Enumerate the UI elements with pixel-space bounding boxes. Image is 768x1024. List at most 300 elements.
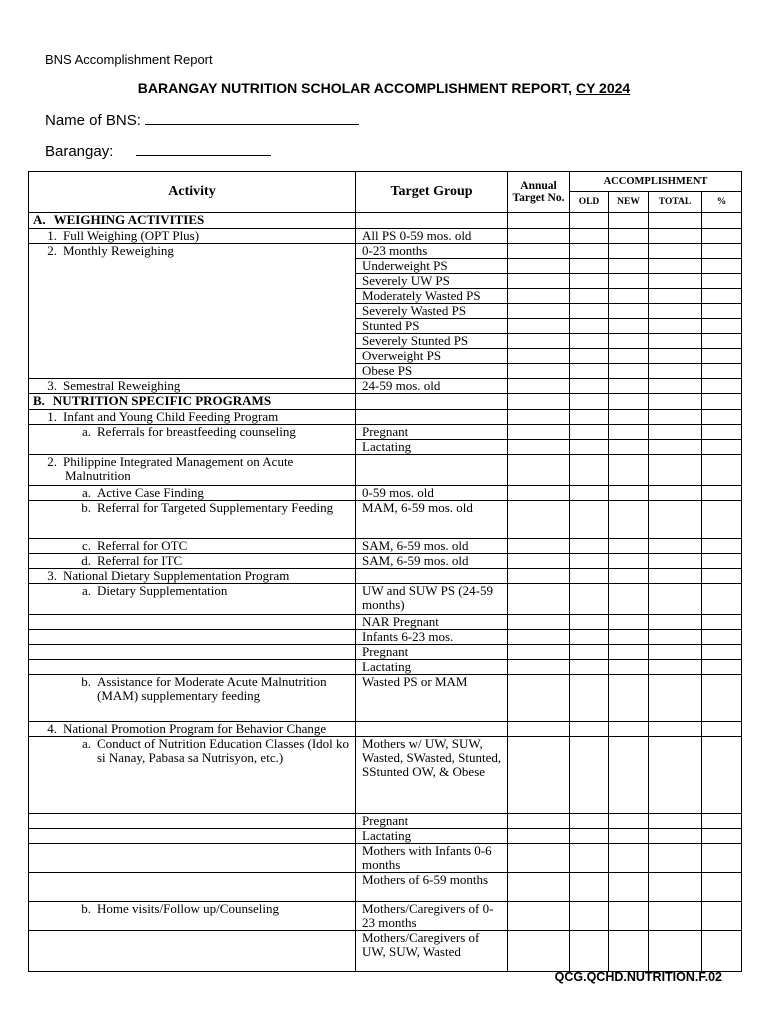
percent-cell[interactable]	[702, 539, 742, 554]
new-cell[interactable]	[609, 569, 649, 584]
activity-number: A.	[33, 212, 46, 227]
activity-number: 1.	[47, 228, 57, 243]
activity-cell	[29, 675, 356, 722]
total-cell[interactable]	[649, 630, 702, 645]
target-group-cell: Stunted PS	[356, 319, 508, 334]
annual-target-cell[interactable]	[508, 615, 570, 630]
total-cell[interactable]	[649, 615, 702, 630]
col-accomplishment: ACCOMPLISHMENT	[570, 172, 742, 192]
total-cell[interactable]	[649, 394, 702, 410]
old-cell[interactable]	[570, 660, 609, 675]
new-cell[interactable]	[609, 425, 649, 440]
old-cell[interactable]	[570, 425, 609, 440]
target-group-cell: Obese PS	[356, 364, 508, 379]
total-cell[interactable]	[649, 539, 702, 554]
table-row	[29, 645, 742, 660]
target-group-cell: Lactating	[356, 440, 508, 455]
new-cell[interactable]	[609, 630, 649, 645]
old-cell[interactable]	[570, 569, 609, 584]
annual-target-cell[interactable]	[508, 539, 570, 554]
activity-label: National Promotion Program for Behavior Change	[63, 721, 327, 736]
table-row	[29, 615, 742, 630]
total-cell[interactable]	[649, 569, 702, 584]
percent-cell[interactable]	[702, 229, 742, 244]
new-cell[interactable]	[609, 304, 649, 319]
percent-cell[interactable]	[702, 440, 742, 455]
target-group-cell: All PS 0-59 mos. old	[356, 229, 508, 244]
table-row	[29, 486, 742, 501]
annual-target-cell[interactable]	[508, 334, 570, 349]
total-cell[interactable]	[649, 304, 702, 319]
activity-label: Infant and Young Child Feeding Program	[63, 409, 279, 424]
activity-label: Assistance for Moderate Acute Malnutrition (MAM) supplementary feeding	[97, 674, 327, 703]
new-cell[interactable]	[609, 615, 649, 630]
total-cell[interactable]	[649, 244, 702, 259]
col-total: TOTAL	[649, 192, 702, 213]
new-cell[interactable]	[609, 902, 649, 931]
percent-cell[interactable]	[702, 349, 742, 364]
activity-number: 2.	[47, 454, 57, 469]
new-cell[interactable]	[609, 213, 649, 229]
total-cell[interactable]	[649, 814, 702, 829]
table-row	[29, 379, 742, 394]
annual-target-cell[interactable]	[508, 675, 570, 722]
total-cell[interactable]	[649, 844, 702, 873]
percent-cell[interactable]	[702, 630, 742, 645]
activity-cell	[29, 213, 356, 229]
target-group-cell	[356, 213, 508, 229]
activity-number: a.	[81, 583, 91, 598]
percent-cell[interactable]	[702, 737, 742, 814]
old-cell[interactable]	[570, 554, 609, 569]
target-group-cell: Lactating	[356, 660, 508, 675]
accomplishment-table	[28, 171, 742, 972]
total-cell[interactable]	[649, 455, 702, 486]
total-cell[interactable]	[649, 645, 702, 660]
target-group-cell: Pregnant	[356, 814, 508, 829]
old-cell[interactable]	[570, 319, 609, 334]
old-cell[interactable]	[570, 501, 609, 539]
activity-cell	[29, 829, 356, 844]
total-cell[interactable]	[649, 584, 702, 615]
new-cell[interactable]	[609, 319, 649, 334]
table-row	[29, 814, 742, 829]
old-cell[interactable]	[570, 615, 609, 630]
total-cell[interactable]	[649, 349, 702, 364]
barangay-blank[interactable]	[136, 141, 271, 156]
target-group-cell: Severely Stunted PS	[356, 334, 508, 349]
target-group-cell: Severely Wasted PS	[356, 304, 508, 319]
new-cell[interactable]	[609, 364, 649, 379]
annual-target-cell[interactable]	[508, 873, 570, 902]
annual-target-cell[interactable]	[508, 829, 570, 844]
new-cell[interactable]	[609, 486, 649, 501]
total-cell[interactable]	[649, 829, 702, 844]
activity-number: 4.	[47, 721, 57, 736]
annual-target-cell[interactable]	[508, 660, 570, 675]
target-group-cell	[356, 394, 508, 410]
new-cell[interactable]	[609, 660, 649, 675]
activity-cell	[29, 425, 356, 455]
table-row	[29, 410, 742, 425]
new-cell[interactable]	[609, 349, 649, 364]
new-cell[interactable]	[609, 554, 649, 569]
target-group-cell	[356, 410, 508, 425]
new-cell[interactable]	[609, 455, 649, 486]
annual-target-cell[interactable]	[508, 931, 570, 972]
annual-target-cell[interactable]	[508, 737, 570, 814]
total-cell[interactable]	[649, 364, 702, 379]
percent-cell[interactable]	[702, 873, 742, 902]
new-cell[interactable]	[609, 229, 649, 244]
activity-cell	[29, 379, 356, 394]
percent-cell[interactable]	[702, 364, 742, 379]
new-cell[interactable]	[609, 722, 649, 737]
col-old: OLD	[570, 192, 609, 213]
activity-number: b.	[81, 674, 91, 689]
percent-cell[interactable]	[702, 814, 742, 829]
new-cell[interactable]	[609, 440, 649, 455]
annual-target-cell[interactable]	[508, 425, 570, 440]
activity-number: 3.	[47, 378, 57, 393]
target-group-cell: Mothers w/ UW, SUW, Wasted, SWasted, Stunted, SStunted OW, & Obese	[356, 737, 508, 814]
total-cell[interactable]	[649, 410, 702, 425]
col-new: NEW	[609, 192, 649, 213]
percent-cell[interactable]	[702, 615, 742, 630]
target-group-cell: NAR Pregnant	[356, 615, 508, 630]
new-cell[interactable]	[609, 584, 649, 615]
old-cell[interactable]	[570, 630, 609, 645]
annual-target-cell[interactable]	[508, 645, 570, 660]
percent-cell[interactable]	[702, 675, 742, 722]
old-cell[interactable]	[570, 455, 609, 486]
activity-label: NUTRITION SPECIFIC PROGRAMS	[52, 393, 272, 408]
annual-target-cell[interactable]	[508, 814, 570, 829]
target-group-cell: Pregnant	[356, 645, 508, 660]
total-cell[interactable]	[649, 229, 702, 244]
activity-label: Referrals for breastfeeding counseling	[97, 424, 296, 439]
activity-number: 1.	[47, 409, 57, 424]
annual-target-cell[interactable]	[508, 379, 570, 394]
percent-cell[interactable]	[702, 319, 742, 334]
percent-cell[interactable]	[702, 486, 742, 501]
activity-cell	[29, 737, 356, 814]
annual-target-cell[interactable]	[508, 455, 570, 486]
activity-cell	[29, 615, 356, 630]
percent-cell[interactable]	[702, 425, 742, 440]
activity-number: d.	[81, 553, 91, 568]
percent-cell[interactable]	[702, 554, 742, 569]
table-row	[29, 737, 742, 814]
percent-cell[interactable]	[702, 244, 742, 259]
table-row	[29, 829, 742, 844]
target-group-cell	[356, 569, 508, 584]
annual-target-cell[interactable]	[508, 229, 570, 244]
old-cell[interactable]	[570, 814, 609, 829]
total-cell[interactable]	[649, 501, 702, 539]
new-cell[interactable]	[609, 645, 649, 660]
target-group-cell: Mothers/Caregivers of 0-23 months	[356, 902, 508, 931]
target-group-cell: Wasted PS or MAM	[356, 675, 508, 722]
activity-number: B.	[33, 393, 45, 408]
old-cell[interactable]	[570, 289, 609, 304]
table-row	[29, 569, 742, 584]
barangay-field	[45, 141, 271, 160]
new-cell[interactable]	[609, 334, 649, 349]
total-cell[interactable]	[649, 873, 702, 902]
activity-number: b.	[81, 901, 91, 916]
activity-cell	[29, 902, 356, 931]
old-cell[interactable]	[570, 902, 609, 931]
table-row	[29, 931, 742, 972]
activity-number: b.	[81, 500, 91, 515]
old-cell[interactable]	[570, 539, 609, 554]
target-group-cell: Severely UW PS	[356, 274, 508, 289]
old-cell[interactable]	[570, 645, 609, 660]
total-cell[interactable]	[649, 440, 702, 455]
annual-target-cell[interactable]	[508, 584, 570, 615]
target-group-cell: Mothers/Caregivers of UW, SUW, Wasted	[356, 931, 508, 972]
table-row	[29, 539, 742, 554]
annual-target-cell[interactable]	[508, 213, 570, 229]
old-cell[interactable]	[570, 259, 609, 274]
activity-label: Philippine Integrated Management on Acute Malnutrition	[63, 454, 294, 483]
annual-target-cell[interactable]	[508, 554, 570, 569]
new-cell[interactable]	[609, 844, 649, 873]
barangay-label: Barangay:	[45, 143, 114, 160]
table-row	[29, 873, 742, 902]
activity-cell	[29, 722, 356, 737]
report-title-year: CY 2024	[575, 80, 631, 96]
percent-cell[interactable]	[702, 931, 742, 972]
percent-cell[interactable]	[702, 304, 742, 319]
new-cell[interactable]	[609, 737, 649, 814]
old-cell[interactable]	[570, 931, 609, 972]
activity-cell	[29, 501, 356, 539]
total-cell[interactable]	[649, 274, 702, 289]
old-cell[interactable]	[570, 379, 609, 394]
annual-target-cell[interactable]	[508, 902, 570, 931]
annual-target-cell[interactable]	[508, 304, 570, 319]
annual-target-cell[interactable]	[508, 501, 570, 539]
total-cell[interactable]	[649, 319, 702, 334]
total-cell[interactable]	[649, 379, 702, 394]
annual-target-cell[interactable]	[508, 486, 570, 501]
table-row	[29, 425, 742, 440]
new-cell[interactable]	[609, 539, 649, 554]
percent-cell[interactable]	[702, 660, 742, 675]
percent-cell[interactable]	[702, 259, 742, 274]
total-cell[interactable]	[649, 486, 702, 501]
total-cell[interactable]	[649, 737, 702, 814]
percent-cell[interactable]	[702, 722, 742, 737]
percent-cell[interactable]	[702, 410, 742, 425]
activity-cell	[29, 410, 356, 425]
old-cell[interactable]	[570, 873, 609, 902]
new-cell[interactable]	[609, 379, 649, 394]
annual-target-cell[interactable]	[508, 630, 570, 645]
activity-label: WEIGHING ACTIVITIES	[53, 212, 205, 227]
activity-label: Dietary Supplementation	[97, 583, 228, 598]
activity-label: Referral for ITC	[97, 553, 183, 568]
target-group-cell: Pregnant	[356, 425, 508, 440]
annual-target-cell[interactable]	[508, 410, 570, 425]
annual-target-cell[interactable]	[508, 274, 570, 289]
activity-cell	[29, 584, 356, 615]
table-row	[29, 501, 742, 539]
bns-name-blank[interactable]	[145, 110, 359, 125]
percent-cell[interactable]	[702, 289, 742, 304]
activity-cell	[29, 229, 356, 244]
annual-target-cell[interactable]	[508, 844, 570, 873]
activity-label: Full Weighing (OPT Plus)	[63, 228, 200, 243]
total-cell[interactable]	[649, 554, 702, 569]
total-cell[interactable]	[649, 675, 702, 722]
old-cell[interactable]	[570, 274, 609, 289]
total-cell[interactable]	[649, 213, 702, 229]
activity-number: a.	[81, 424, 91, 439]
percent-cell[interactable]	[702, 645, 742, 660]
activity-cell	[29, 455, 356, 486]
target-group-cell: Moderately Wasted PS	[356, 289, 508, 304]
new-cell[interactable]	[609, 501, 649, 539]
old-cell[interactable]	[570, 213, 609, 229]
activity-cell	[29, 244, 356, 379]
old-cell[interactable]	[570, 722, 609, 737]
table-row	[29, 455, 742, 486]
total-cell[interactable]	[649, 660, 702, 675]
activity-cell	[29, 873, 356, 902]
old-cell[interactable]	[570, 364, 609, 379]
new-cell[interactable]	[609, 410, 649, 425]
annual-target-cell[interactable]	[508, 569, 570, 584]
activity-cell	[29, 660, 356, 675]
bns-name-label: Name of BNS:	[45, 112, 141, 129]
new-cell[interactable]	[609, 244, 649, 259]
activity-label: National Dietary Supplementation Program	[63, 568, 290, 583]
old-cell[interactable]	[570, 486, 609, 501]
old-cell[interactable]	[570, 410, 609, 425]
total-cell[interactable]	[649, 289, 702, 304]
new-cell[interactable]	[609, 829, 649, 844]
col-annual-target: Annual Target No.	[508, 172, 570, 213]
old-cell[interactable]	[570, 394, 609, 410]
activity-label: Home visits/Follow up/Counseling	[97, 901, 280, 916]
table-row	[29, 244, 742, 259]
percent-cell[interactable]	[702, 569, 742, 584]
target-group-cell: 0-59 mos. old	[356, 486, 508, 501]
target-group-cell: Mothers of 6-59 months	[356, 873, 508, 902]
annual-target-cell[interactable]	[508, 364, 570, 379]
target-group-cell: 0-23 months	[356, 244, 508, 259]
old-cell[interactable]	[570, 844, 609, 873]
target-group-cell: Lactating	[356, 829, 508, 844]
new-cell[interactable]	[609, 931, 649, 972]
old-cell[interactable]	[570, 304, 609, 319]
table-row	[29, 844, 742, 873]
new-cell[interactable]	[609, 873, 649, 902]
old-cell[interactable]	[570, 334, 609, 349]
new-cell[interactable]	[609, 259, 649, 274]
target-group-cell: 24-59 mos. old	[356, 379, 508, 394]
total-cell[interactable]	[649, 425, 702, 440]
activity-cell	[29, 486, 356, 501]
percent-cell[interactable]	[702, 394, 742, 410]
percent-cell[interactable]	[702, 501, 742, 539]
percent-cell[interactable]	[702, 584, 742, 615]
target-group-cell: UW and SUW PS (24-59 months)	[356, 584, 508, 615]
total-cell[interactable]	[649, 722, 702, 737]
percent-cell[interactable]	[702, 844, 742, 873]
new-cell[interactable]	[609, 274, 649, 289]
percent-cell[interactable]	[702, 829, 742, 844]
activity-number: 2.	[47, 243, 57, 258]
activity-cell	[29, 394, 356, 410]
annual-target-cell[interactable]	[508, 349, 570, 364]
activity-number: c.	[81, 538, 91, 553]
table-row	[29, 722, 742, 737]
annual-target-cell[interactable]	[508, 440, 570, 455]
old-cell[interactable]	[570, 829, 609, 844]
activity-label: Active Case Finding	[97, 485, 204, 500]
percent-cell[interactable]	[702, 379, 742, 394]
old-cell[interactable]	[570, 349, 609, 364]
total-cell[interactable]	[649, 259, 702, 274]
old-cell[interactable]	[570, 440, 609, 455]
annual-target-cell[interactable]	[508, 289, 570, 304]
percent-cell[interactable]	[702, 274, 742, 289]
annual-target-cell[interactable]	[508, 244, 570, 259]
col-percent: %	[702, 192, 742, 213]
activity-cell	[29, 931, 356, 972]
new-cell[interactable]	[609, 675, 649, 722]
activity-cell	[29, 844, 356, 873]
target-group-cell: MAM, 6-59 mos. old	[356, 501, 508, 539]
percent-cell[interactable]	[702, 455, 742, 486]
percent-cell[interactable]	[702, 902, 742, 931]
old-cell[interactable]	[570, 584, 609, 615]
activity-number: a.	[81, 736, 91, 751]
target-group-cell	[356, 722, 508, 737]
activity-label: Referral for OTC	[97, 538, 188, 553]
total-cell[interactable]	[649, 902, 702, 931]
old-cell[interactable]	[570, 675, 609, 722]
table-row	[29, 554, 742, 569]
target-group-cell: Mothers with Infants 0-6 months	[356, 844, 508, 873]
old-cell[interactable]	[570, 229, 609, 244]
target-group-cell: Overweight PS	[356, 349, 508, 364]
table-row	[29, 584, 742, 615]
old-cell[interactable]	[570, 737, 609, 814]
table-row	[29, 229, 742, 244]
percent-cell[interactable]	[702, 334, 742, 349]
annual-target-cell[interactable]	[508, 394, 570, 410]
total-cell[interactable]	[649, 334, 702, 349]
annual-target-cell[interactable]	[508, 319, 570, 334]
annual-target-cell[interactable]	[508, 722, 570, 737]
new-cell[interactable]	[609, 814, 649, 829]
total-cell[interactable]	[649, 931, 702, 972]
table-body	[29, 213, 742, 972]
table-row	[29, 660, 742, 675]
old-cell[interactable]	[570, 244, 609, 259]
new-cell[interactable]	[609, 394, 649, 410]
new-cell[interactable]	[609, 289, 649, 304]
annual-target-cell[interactable]	[508, 259, 570, 274]
activity-cell	[29, 554, 356, 569]
percent-cell[interactable]	[702, 213, 742, 229]
header-label: BNS Accomplishment Report	[45, 52, 213, 67]
